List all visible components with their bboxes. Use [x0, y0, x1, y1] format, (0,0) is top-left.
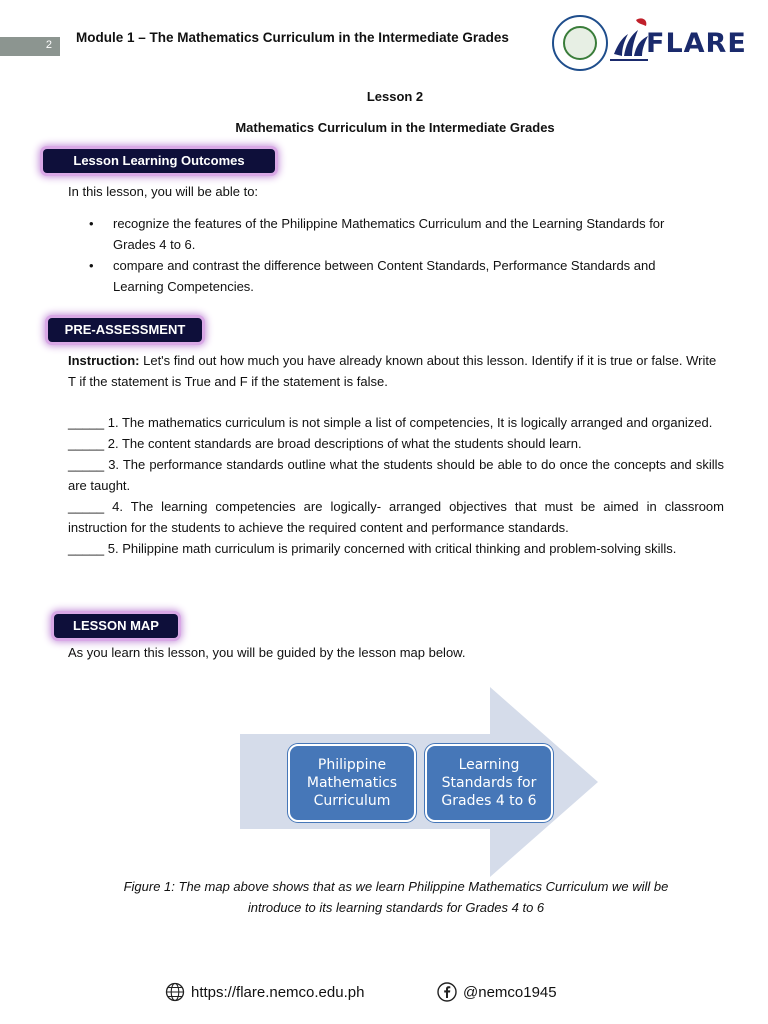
assessment-item: _____ 4. The learning competencies are logically- arranged objectives that must be aimed in classroom instruction for the students to achieve the required content and performance standards.	[68, 499, 724, 535]
footer-website[interactable]	[165, 982, 364, 1002]
pre-assessment-tag: PRE-ASSESSMENT	[48, 318, 202, 342]
instruction-label: Instruction:	[68, 353, 140, 368]
figure-caption: Figure 1: The map above shows that as we learn Philippine Mathematics Curriculum we will be introduce to its learning standards for Grades 4 to 6	[123, 879, 669, 915]
outcomes-list	[68, 213, 708, 297]
outcome-item: • recognize the features of the Philippine Mathematics Curriculum and the Learning Standards for Grades 4 to 6.	[68, 213, 708, 255]
module-title: Module 1 – The Mathematics Curriculum in the Intermediate Grades	[76, 30, 509, 45]
instruction-text: Let's find out how much you have already known about this lesson. Identify if it is true or false. Write T if the statement is True and F if the statement is false.	[68, 353, 717, 389]
assessment-item: _____ 1. The mathematics curriculum is not simple a list of competencies, It is logically arranged and organized.	[68, 415, 713, 430]
lesson-number: Lesson 2	[366, 89, 424, 104]
page-number-bar	[0, 37, 60, 56]
map-box-learning-standards: Learning Standards for Grades 4 to 6	[425, 744, 553, 822]
lesson-title: Mathematics Curriculum in the Intermediate Grades	[235, 120, 555, 135]
assessment-item: _____ 3. The performance standards outline what the students should be able to do once the concepts and skills are taught.	[68, 457, 724, 493]
school-seal-logo	[552, 15, 608, 71]
map-box-curriculum: Philippine Mathematics Curriculum	[288, 744, 416, 822]
lesson-map-tag: LESSON MAP	[54, 614, 178, 638]
assessment-item: _____ 5. Philippine math curriculum is primarily concerned with critical thinking and problem-solving skills.	[68, 541, 677, 556]
outcomes-intro: In this lesson, you will be able to:	[68, 184, 259, 199]
outcome-item: • compare and contrast the difference between Content Standards, Performance Standards and Learning Competencies.	[68, 255, 708, 297]
page-number: 2	[45, 39, 52, 51]
lesson-map-diagram	[240, 687, 600, 877]
globe-icon	[165, 982, 185, 1002]
flare-logo-text: FLARE	[646, 28, 747, 59]
social-handle[interactable]: @nemco1945	[463, 983, 557, 1001]
learning-outcomes-tag: Lesson Learning Outcomes	[43, 149, 275, 173]
facebook-icon	[437, 982, 457, 1002]
lesson-map-intro: As you learn this lesson, you will be guided by the lesson map below.	[68, 645, 466, 660]
flare-logo	[606, 14, 756, 66]
website-link[interactable]: https://flare.nemco.edu.ph	[191, 983, 365, 1001]
instruction-paragraph	[68, 350, 724, 392]
assessment-items	[68, 412, 724, 559]
footer-social[interactable]	[437, 982, 557, 1002]
assessment-item: _____ 2. The content standards are broad descriptions of what the students should learn.	[68, 436, 582, 451]
